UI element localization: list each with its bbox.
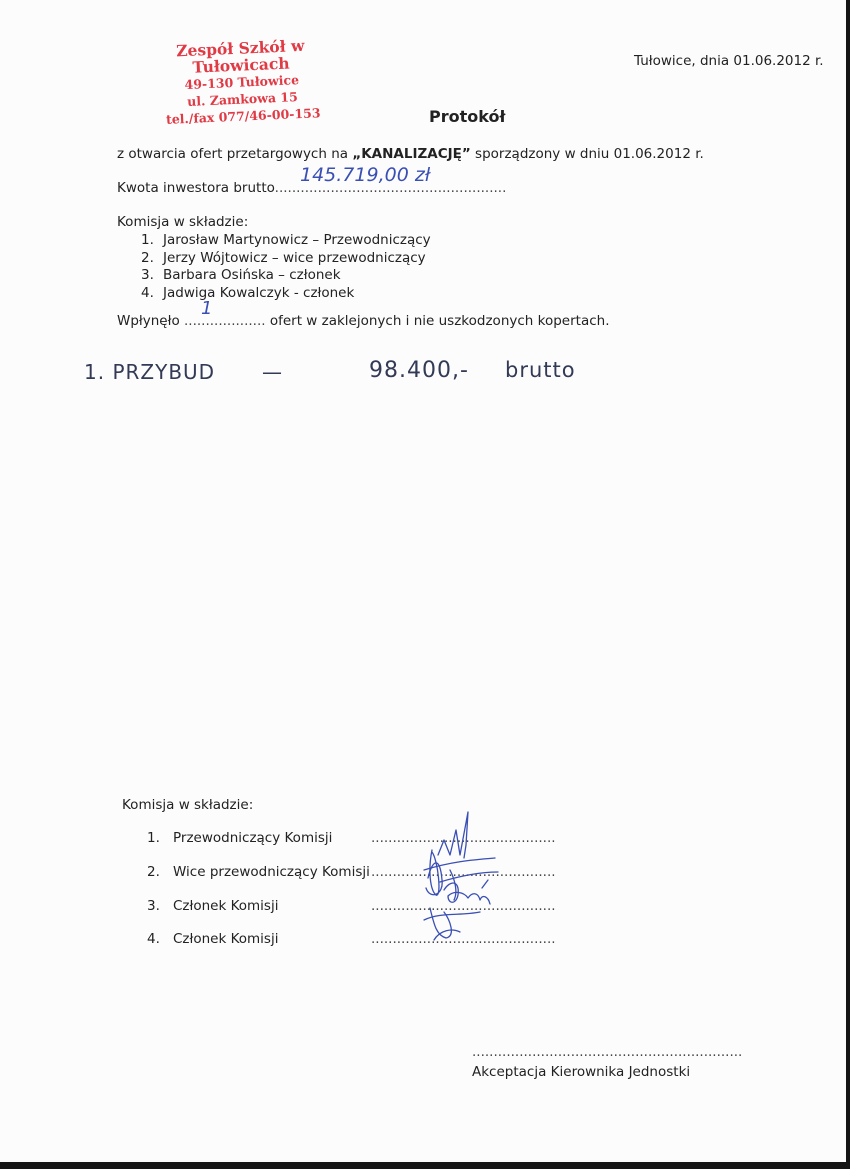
signature-label: Członek Komisji — [173, 931, 279, 947]
member-num: 3. — [141, 267, 154, 283]
stamp-line-3: ul. Zamkowa 15 — [186, 89, 299, 109]
commission-member — [141, 267, 431, 285]
signature-label: Wice przewodniczący Komisji — [173, 864, 370, 880]
signature-dots: ........................................... — [371, 931, 556, 947]
stamp-line-1: Zespół Szkół w Tułowicach — [175, 35, 305, 77]
signature-num: 2. — [147, 864, 160, 880]
date-line: Tułowice, dnia 01.06.2012 r. — [634, 53, 824, 69]
signatures-heading: Komisja w składzie: — [122, 797, 254, 813]
intro-line — [117, 146, 704, 162]
amount-dots: ...................................................... — [274, 180, 507, 196]
member-num: 2. — [141, 249, 154, 266]
commission-members — [141, 232, 431, 302]
intro-after: sporządzony w dniu 01.06.2012 r. — [470, 146, 704, 162]
commission-member — [141, 250, 431, 268]
intro-subject: „KANALIZACJĘ” — [352, 146, 471, 162]
signature-label: Członek Komisji — [173, 898, 279, 914]
signature-num: 4. — [147, 931, 160, 947]
signature-dots: ........................................... — [371, 864, 556, 880]
received-after: ofert w zaklejonych i nie uszkodzonych kopertach. — [265, 313, 610, 329]
commission-heading: Komisja w składzie: — [117, 214, 249, 230]
received-before: Wpłynęło — [117, 313, 184, 329]
received-handwritten: 1 — [201, 298, 213, 319]
acceptance-label: Akceptacja Kierownika Jednostki — [472, 1064, 691, 1080]
signature-label: Przewodniczący Komisji — [173, 830, 333, 846]
commission-member — [141, 232, 431, 250]
amount-handwritten: 145.719,00 zł — [300, 164, 431, 186]
acceptance-dots: ............................................................... — [472, 1044, 743, 1060]
member-text: Barbara Osińska – członek — [163, 267, 341, 283]
intro-before: z otwarcia ofert przetargowych na — [117, 146, 353, 162]
stamp-line-2: 49-130 Tułowice — [184, 72, 300, 93]
offer-suffix: brutto — [505, 358, 576, 382]
school-stamp — [140, 35, 344, 129]
signature-scribbles — [410, 800, 520, 950]
member-text: Jadwiga Kowalczyk - członek — [163, 284, 355, 301]
received-dots: ................... — [184, 313, 266, 329]
member-num: 1. — [141, 232, 154, 248]
member-text: Jerzy Wójtowicz – wice przewodniczący — [163, 249, 426, 266]
signature-dots: ........................................... — [371, 898, 556, 914]
signature-num: 3. — [147, 898, 160, 914]
stamp-line-4: tel./fax 077/46-00-153 — [165, 105, 321, 127]
member-num: 4. — [141, 284, 154, 301]
signature-num: 1. — [147, 830, 160, 846]
offer-value: 98.400,- — [369, 358, 469, 383]
member-text: Jarosław Martynowicz – Przewodniczący — [163, 232, 431, 248]
offer-dash: — — [262, 360, 283, 384]
received-line — [117, 313, 610, 329]
amount-label: Kwota inwestora brutto — [117, 180, 275, 196]
offer-name: 1. PRZYBUD — [84, 360, 216, 384]
signature-dots: ........................................... — [371, 830, 556, 846]
document-title: Protokół — [429, 107, 506, 126]
commission-member — [141, 285, 431, 303]
